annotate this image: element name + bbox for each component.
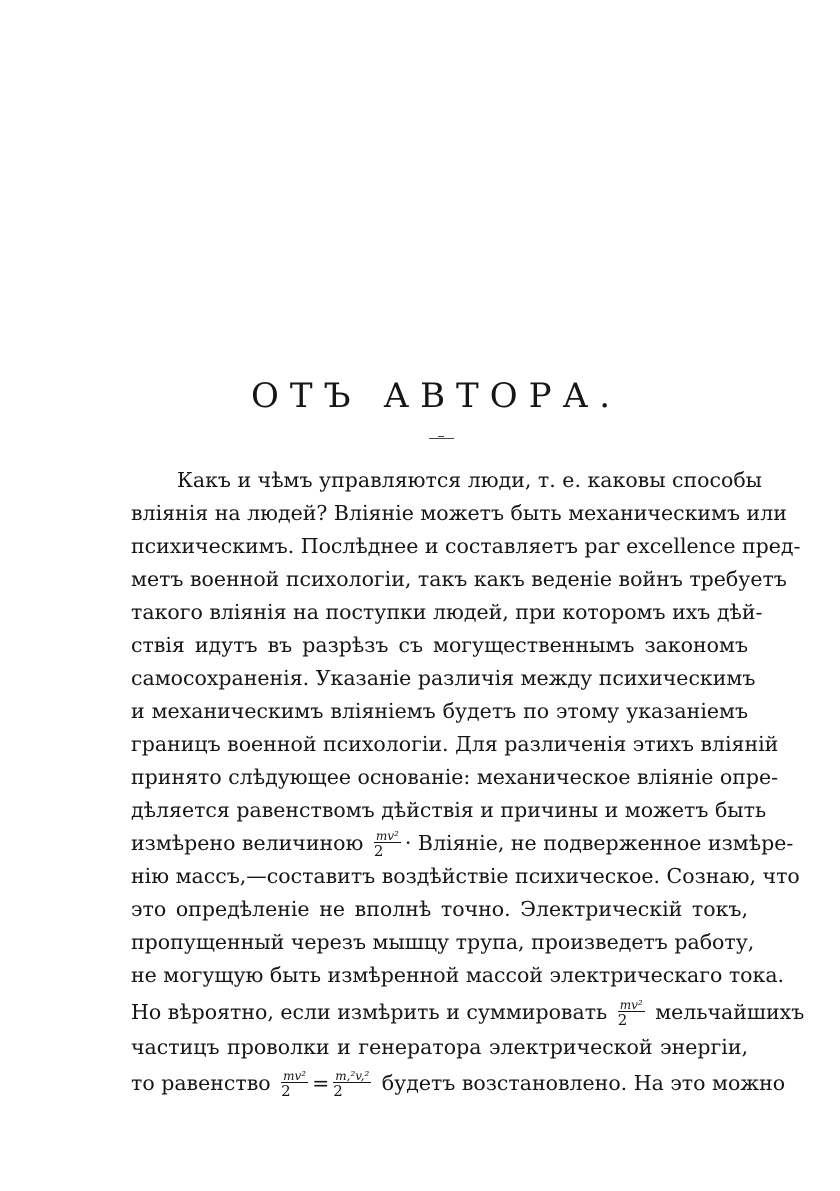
text-line: принято слѣдующее основаніе: механическое вліяніе опре- — [131, 765, 779, 789]
page-title: ОТЪ АВТОРА. — [250, 376, 622, 416]
text-line-with-formula — [131, 828, 794, 860]
text-line-with-formula — [131, 1068, 786, 1100]
formula-denominator: 2 — [333, 1082, 343, 1100]
text-line: самосохраненія. Указаніе различія между психическимъ — [131, 666, 756, 690]
formula-m1v1-over-2 — [333, 1070, 371, 1099]
text-line: ствія идутъ въ разрѣзъ съ могущественнымъ закономъ — [131, 633, 748, 657]
text-line: дѣляется равенствомъ дѣйствія и причины и можетъ быть — [131, 798, 767, 822]
formula-numerator: mv² — [283, 1069, 307, 1083]
text-line: частицъ проволки и генератора электрической энергіи, — [131, 1035, 748, 1059]
text-line: нію массъ,—составитъ воздѣйствіе психическое. Сознаю, что — [131, 864, 800, 888]
text-line: психическимъ. Послѣднее и составляетъ par excellence пред- — [131, 534, 801, 558]
text-line: Какъ и чѣмъ управляются люди, т. е. каковы способы — [177, 468, 763, 492]
formula-mv2-over-2 — [281, 1070, 308, 1099]
text-line: пропущенный черезъ мышцу трупа, произведетъ работу, — [131, 930, 755, 954]
title-ornament — [429, 438, 454, 439]
formula-mv2-over-2 — [374, 830, 401, 859]
text-segment: мельчайшихъ — [655, 1000, 805, 1024]
text-line: метъ военной психологіи, такъ какъ веденіе войнъ требуетъ — [131, 567, 787, 591]
text-line: и механическимъ вліяніемъ будетъ по этому указаніемъ — [131, 699, 748, 723]
text-line-with-formula — [131, 997, 805, 1029]
text-segment: Но вѣроятно, если измѣрить и суммировать — [131, 1000, 608, 1024]
text-segment: Вліяніе, не подверженное измѣре- — [417, 831, 794, 855]
formula-denominator: 2 — [617, 1011, 628, 1029]
text-line: вліянія на людей? Вліяніе можетъ быть механическимъ или — [131, 501, 787, 525]
formula-dot: · — [404, 831, 412, 855]
text-line: не могущую быть измѣренной массой электрическаго тока. — [131, 963, 785, 987]
formula-numerator: mv² — [619, 998, 643, 1012]
text-line: такого вліянія на поступки людей, при которомъ ихъ дѣй- — [131, 600, 763, 624]
formula-numerator: m,²v,² — [335, 1069, 370, 1083]
formula-mv2-over-2 — [618, 999, 645, 1028]
text-segment: будетъ возстановлено. На это можно — [381, 1071, 786, 1095]
text-segment: измѣрено величиною — [131, 831, 364, 855]
formula-denominator: 2 — [373, 842, 384, 860]
text-segment: то равенство — [131, 1071, 271, 1095]
formula-numerator: mv² — [375, 829, 399, 843]
text-line: это опредѣленіе не вполнѣ точно. Электрическій токъ, — [131, 897, 748, 921]
text-line: границъ военной психологіи. Для различенія этихъ вліяній — [131, 732, 779, 756]
formula-denominator: 2 — [281, 1082, 291, 1100]
equals-sign: = — [312, 1071, 330, 1095]
